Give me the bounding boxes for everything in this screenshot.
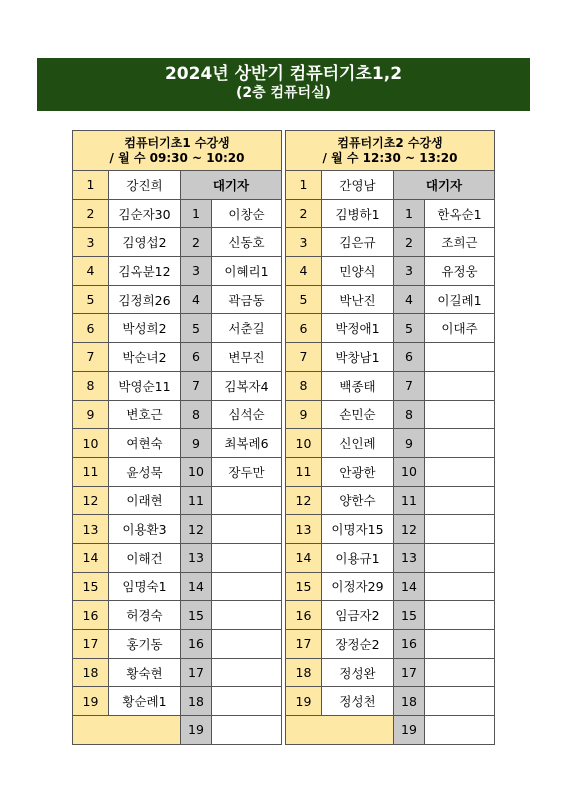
class2-row <box>286 285 495 314</box>
waitlist-number-cell: 18 <box>394 687 425 716</box>
student-name-cell: 허경숙 <box>109 601 181 630</box>
waitlist-number-cell: 17 <box>394 658 425 687</box>
waitlist-number-cell: 15 <box>394 601 425 630</box>
student-name-cell: 백종태 <box>322 371 394 400</box>
waitlist-name-cell <box>212 601 282 630</box>
class1-row <box>73 199 282 228</box>
student-name-cell: 박영순11 <box>109 371 181 400</box>
waitlist-name-cell <box>425 371 495 400</box>
waitlist-name-cell <box>425 343 495 372</box>
student-number-cell: 15 <box>286 572 322 601</box>
waitlist-number-cell: 7 <box>181 371 212 400</box>
student-number-cell: 1 <box>286 171 322 200</box>
waitlist-number-cell: 2 <box>394 228 425 257</box>
waitlist-name-cell: 곽금동 <box>212 285 282 314</box>
student-number-cell: 16 <box>73 601 109 630</box>
student-number-cell: 14 <box>286 543 322 572</box>
student-name-cell: 정성천 <box>322 687 394 716</box>
student-name-cell: 이용규1 <box>322 543 394 572</box>
waitlist-number-cell: 16 <box>181 630 212 659</box>
student-number-cell: 14 <box>73 543 109 572</box>
waitlist-name-cell: 이혜리1 <box>212 257 282 286</box>
class2-row <box>286 429 495 458</box>
waitlist-number-cell: 6 <box>394 343 425 372</box>
class2-roster-table <box>285 130 495 745</box>
student-name-cell: 김순자30 <box>109 199 181 228</box>
waitlist-number-cell: 13 <box>394 543 425 572</box>
class2-row <box>286 572 495 601</box>
waitlist-number-cell: 8 <box>181 400 212 429</box>
waitlist-name-cell <box>425 630 495 659</box>
student-number-cell: 17 <box>73 630 109 659</box>
student-number-cell: 7 <box>73 343 109 372</box>
waitlist-name-cell: 신동호 <box>212 228 282 257</box>
waitlist-name-cell: 서춘길 <box>212 314 282 343</box>
class1-header-row <box>73 131 282 171</box>
waitlist-number-cell: 8 <box>394 400 425 429</box>
class1-roster-table <box>72 130 282 745</box>
student-name-cell: 황숙현 <box>109 658 181 687</box>
class2-row <box>286 314 495 343</box>
waitlist-name-cell <box>425 457 495 486</box>
student-name-cell: 양한수 <box>322 486 394 515</box>
waitlist-name-cell: 조희근 <box>425 228 495 257</box>
waitlist-name-cell: 이창순 <box>212 199 282 228</box>
class2-row <box>286 658 495 687</box>
class1-row <box>73 228 282 257</box>
waitlist-number-cell: 15 <box>181 601 212 630</box>
student-number-cell: 2 <box>286 199 322 228</box>
waitlist-name-cell <box>425 429 495 458</box>
student-name-cell: 신인례 <box>322 429 394 458</box>
waitlist-number-cell: 14 <box>181 572 212 601</box>
waitlist-name-cell <box>425 716 495 745</box>
student-number-cell: 3 <box>73 228 109 257</box>
student-name-cell: 손민순 <box>322 400 394 429</box>
student-number-cell: 18 <box>286 658 322 687</box>
class1-row <box>73 486 282 515</box>
waitlist-name-cell <box>425 543 495 572</box>
empty-cell <box>286 716 394 745</box>
waitlist-name-cell <box>425 658 495 687</box>
class1-row <box>73 400 282 429</box>
student-name-cell: 이명자15 <box>322 515 394 544</box>
waitlist-number-cell: 3 <box>394 257 425 286</box>
student-number-cell: 2 <box>73 199 109 228</box>
class2-row <box>286 630 495 659</box>
waitlist-number-cell: 10 <box>394 457 425 486</box>
waitlist-name-cell: 변무진 <box>212 343 282 372</box>
waitlist-name-cell <box>212 486 282 515</box>
class2-header-row <box>286 131 495 171</box>
waitlist-name-cell <box>212 543 282 572</box>
student-name-cell: 김은규 <box>322 228 394 257</box>
class2-row <box>286 199 495 228</box>
student-number-cell: 1 <box>73 171 109 200</box>
waitlist-number-cell: 17 <box>181 658 212 687</box>
student-number-cell: 13 <box>286 515 322 544</box>
student-number-cell: 12 <box>286 486 322 515</box>
waitlist-number-cell: 6 <box>181 343 212 372</box>
class2-row <box>286 601 495 630</box>
waitlist-name-cell <box>212 515 282 544</box>
class2-header-cell <box>286 131 495 171</box>
student-number-cell: 6 <box>286 314 322 343</box>
title-banner <box>37 58 530 111</box>
waitlist-name-cell: 심석순 <box>212 400 282 429</box>
class1-row <box>73 257 282 286</box>
class2-row <box>286 228 495 257</box>
student-number-cell: 5 <box>286 285 322 314</box>
class1-row <box>73 630 282 659</box>
class2-row <box>286 716 495 745</box>
waitlist-number-cell: 9 <box>181 429 212 458</box>
class2-row <box>286 543 495 572</box>
waitlist-header-cell: 대기자 <box>394 171 495 200</box>
student-name-cell: 이정자29 <box>322 572 394 601</box>
waitlist-number-cell: 12 <box>181 515 212 544</box>
class2-row <box>286 371 495 400</box>
student-name-cell: 박창남1 <box>322 343 394 372</box>
class1-row <box>73 716 282 745</box>
waitlist-name-cell: 이대주 <box>425 314 495 343</box>
student-number-cell: 10 <box>286 429 322 458</box>
class2-row <box>286 400 495 429</box>
class1-row <box>73 515 282 544</box>
class2-row <box>286 343 495 372</box>
student-number-cell: 8 <box>73 371 109 400</box>
student-number-cell: 4 <box>286 257 322 286</box>
class2-row <box>286 457 495 486</box>
student-number-cell: 7 <box>286 343 322 372</box>
class1-row <box>73 543 282 572</box>
waitlist-number-cell: 4 <box>181 285 212 314</box>
waitlist-name-cell: 김복자4 <box>212 371 282 400</box>
student-number-cell: 5 <box>73 285 109 314</box>
waitlist-number-cell: 2 <box>181 228 212 257</box>
student-name-cell: 박성희2 <box>109 314 181 343</box>
student-number-cell: 11 <box>286 457 322 486</box>
class1-row <box>73 572 282 601</box>
waitlist-name-cell <box>212 630 282 659</box>
student-number-cell: 11 <box>73 457 109 486</box>
class1-row <box>73 457 282 486</box>
waitlist-name-cell: 최복례6 <box>212 429 282 458</box>
student-number-cell: 15 <box>73 572 109 601</box>
waitlist-name-cell <box>212 687 282 716</box>
student-number-cell: 6 <box>73 314 109 343</box>
waitlist-number-cell: 5 <box>181 314 212 343</box>
waitlist-number-cell: 19 <box>181 716 212 745</box>
class2-row <box>286 257 495 286</box>
student-number-cell: 3 <box>286 228 322 257</box>
class1-row <box>73 285 282 314</box>
waitlist-number-cell: 11 <box>394 486 425 515</box>
class2-header-title: 컴퓨터기초2 수강생 <box>337 135 443 150</box>
student-name-cell: 박순녀2 <box>109 343 181 372</box>
waitlist-number-cell: 13 <box>181 543 212 572</box>
waitlist-number-cell: 4 <box>394 285 425 314</box>
class2-row <box>286 515 495 544</box>
page-subtitle: (2층 컴퓨터실) <box>235 85 332 101</box>
waitlist-number-cell: 12 <box>394 515 425 544</box>
student-name-cell: 황순례1 <box>109 687 181 716</box>
student-number-cell: 18 <box>73 658 109 687</box>
student-number-cell: 19 <box>286 687 322 716</box>
waitlist-number-cell: 14 <box>394 572 425 601</box>
student-name-cell: 임명숙1 <box>109 572 181 601</box>
student-name-cell: 김정희26 <box>109 285 181 314</box>
student-number-cell: 9 <box>286 400 322 429</box>
class2-row <box>286 687 495 716</box>
waitlist-number-cell: 1 <box>394 199 425 228</box>
class1-header-schedule: / 월 수 09:30 ~ 10:20 <box>109 150 245 165</box>
student-name-cell: 변호근 <box>109 400 181 429</box>
waitlist-number-cell: 1 <box>181 199 212 228</box>
student-name-cell: 박정애1 <box>322 314 394 343</box>
student-name-cell: 윤성묵 <box>109 457 181 486</box>
student-name-cell: 강진희 <box>109 171 181 200</box>
waitlist-number-cell: 9 <box>394 429 425 458</box>
waitlist-name-cell <box>425 572 495 601</box>
class1-row <box>73 343 282 372</box>
student-name-cell: 김영섭2 <box>109 228 181 257</box>
student-name-cell: 여현숙 <box>109 429 181 458</box>
student-name-cell: 정성완 <box>322 658 394 687</box>
class1-row <box>73 429 282 458</box>
waitlist-number-cell: 3 <box>181 257 212 286</box>
student-number-cell: 12 <box>73 486 109 515</box>
waitlist-number-cell: 18 <box>181 687 212 716</box>
class2-row <box>286 171 495 200</box>
waitlist-number-cell: 11 <box>181 486 212 515</box>
class1-row <box>73 314 282 343</box>
student-number-cell: 9 <box>73 400 109 429</box>
student-number-cell: 8 <box>286 371 322 400</box>
waitlist-name-cell: 이길례1 <box>425 285 495 314</box>
waitlist-number-cell: 7 <box>394 371 425 400</box>
student-name-cell: 임금자2 <box>322 601 394 630</box>
class1-header-title: 컴퓨터기초1 수강생 <box>124 135 230 150</box>
class1-row <box>73 371 282 400</box>
student-number-cell: 17 <box>286 630 322 659</box>
waitlist-number-cell: 5 <box>394 314 425 343</box>
student-name-cell: 장정순2 <box>322 630 394 659</box>
waitlist-name-cell <box>212 716 282 745</box>
waitlist-number-cell: 10 <box>181 457 212 486</box>
page-title: 2024년 상반기 컴퓨터기초1,2 <box>164 64 403 84</box>
student-name-cell: 이래현 <box>109 486 181 515</box>
student-name-cell: 간영남 <box>322 171 394 200</box>
student-number-cell: 16 <box>286 601 322 630</box>
student-name-cell: 김병하1 <box>322 199 394 228</box>
empty-cell <box>73 716 181 745</box>
student-name-cell: 박난진 <box>322 285 394 314</box>
waitlist-name-cell <box>425 400 495 429</box>
waitlist-name-cell: 장두만 <box>212 457 282 486</box>
student-name-cell: 김옥분12 <box>109 257 181 286</box>
class1-row <box>73 171 282 200</box>
student-name-cell: 이해건 <box>109 543 181 572</box>
student-number-cell: 13 <box>73 515 109 544</box>
student-number-cell: 4 <box>73 257 109 286</box>
waitlist-name-cell <box>425 687 495 716</box>
waitlist-number-cell: 16 <box>394 630 425 659</box>
waitlist-name-cell <box>212 572 282 601</box>
class1-header-cell <box>73 131 282 171</box>
waitlist-name-cell <box>425 486 495 515</box>
student-name-cell: 홍기동 <box>109 630 181 659</box>
class2-header-schedule: / 월 수 12:30 ~ 13:20 <box>322 150 458 165</box>
student-name-cell: 이용환3 <box>109 515 181 544</box>
class2-row <box>286 486 495 515</box>
class1-row <box>73 601 282 630</box>
class1-row <box>73 687 282 716</box>
waitlist-name-cell: 한옥순1 <box>425 199 495 228</box>
class1-row <box>73 658 282 687</box>
student-name-cell: 민양식 <box>322 257 394 286</box>
waitlist-name-cell <box>425 515 495 544</box>
waitlist-number-cell: 19 <box>394 716 425 745</box>
waitlist-header-cell: 대기자 <box>181 171 282 200</box>
student-number-cell: 19 <box>73 687 109 716</box>
student-number-cell: 10 <box>73 429 109 458</box>
waitlist-name-cell <box>212 658 282 687</box>
waitlist-name-cell: 유정웅 <box>425 257 495 286</box>
waitlist-name-cell <box>425 601 495 630</box>
student-name-cell: 안광한 <box>322 457 394 486</box>
